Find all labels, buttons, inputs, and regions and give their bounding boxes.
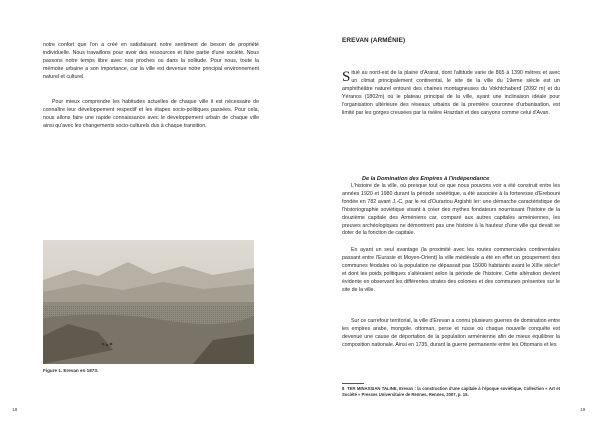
footnote-number: 8 xyxy=(342,386,345,391)
page-number-left: 18 xyxy=(12,408,18,413)
drop-cap: S xyxy=(342,69,351,85)
intro-paragraph xyxy=(342,70,560,117)
right-paragraph-2: En ayant un seul avantage (la proximité avec les routes commerciales continentales passant entre l'Eurasie et Moyen-Orient) la ville médiévale a été en effet un groupement des communes féodales où la population ne dépassait pas 15000 habitants avant le XIIIe siècle⁸ et dont les poids politiques s'altéraient selon la période de l'histoire. Cette altération devient évidente en observant les différentes strates des colonies et des communes présentes sur le site de la ville. xyxy=(342,247,560,293)
page-number-right: 19 xyxy=(580,408,586,413)
left-paragraph-2: Pour mieux comprendre les habitudes actuelles de chaque ville il est nécessaire de connaître leur développement respectif et les étapes socio-politiques passées. Pour cela, nous allons faire une rapide connaissance avec le développement urbain de chaque ville ainsi qu'avec les changements socio-culturels dus à chaque transition. xyxy=(43,99,259,129)
right-paragraph-3: Sur ce carrefour territorial, la ville d'Erevan a connu plusieurs guerres de domination entre les empires arabe, mongole, ottoman, perse et russe où chaque nouvelle conquête est devenue une cause de déportation de la population arménienne afin de mieux équilibrer la composition nationale. Ainsi en 1735, durant la guerre permanente entre les Ottomans et les xyxy=(342,318,560,348)
section-heading: EREVAN (ARMÉNIE) xyxy=(342,37,406,44)
subheading: De la Domination des Empires à l'indépendance xyxy=(362,176,490,182)
erevan-1873-engraving xyxy=(43,240,254,364)
engraving-illustration xyxy=(43,240,254,364)
figure-caption: Figure 1. Erevan en 1873. xyxy=(43,368,99,373)
right-page xyxy=(300,0,600,425)
footnote xyxy=(342,386,560,398)
intro-text: itué au nord-est de la plaine d'Ararat, dont l'altitude varie de 865 à 1390 mètres et avec un climat principalement continental, le site de la ville du 19eme siècle est un amphithéâtre naturel entouré des chaines montagneuses du Vokhtchaberd (2092 m) et du Yéranos (1802m) où le plateau principal de la ville, ayant une inclinaison idéale pour l'organisation ultérieure des réseaux urbains de la première couronne d'urbanisation, est limité par les gorges creusées par la rivière Hrazdan et des canyons comme celui d'Avan. xyxy=(342,70,560,116)
left-paragraph-1: notre confort que l'on a créé en satisfaisant notre sentiment de besoin de propriété individuelle. Nous travaillons pour avoir des ressources et faire partie d'une société. Nous passons notre temps libre avec nos proches ou dans la solitude. Pour nous, toute la mémoire urbaine a son importance, car la ville est devenue notre principal environnement naturel et culturel. xyxy=(43,42,259,80)
footnote-rule xyxy=(342,383,364,384)
right-paragraph-1: L'histoire de la ville, où presque tout ce que nous pouvons voir a été construit entre les années 1920 et 1980 durant la période soviétique, a été associée à la forteresse d'Erebouni fondée en 782 avant J.-C, par le roi d'Ourartou Argishti Ier: une démarche caractéristique de l'historiographie soviétique visant à créer des mythes fondateurs nourrissant l'histoire de la douzième capitale des Arméniens car, comparé aux autres capitales arméniennes, les preuves archéologiques ne démontrent pas une histoire à la hauteur d'une ville qui devait se doter de la fonction de capitale. xyxy=(342,183,560,237)
footnote-text: TER MINASSIAN TALINE, Erevan : la construction d'une capitale à l'époque soviétique, Collection « Art et Société » Presses Universitaire de Rennes, Rennes, 2007, p. 15. xyxy=(342,386,560,397)
